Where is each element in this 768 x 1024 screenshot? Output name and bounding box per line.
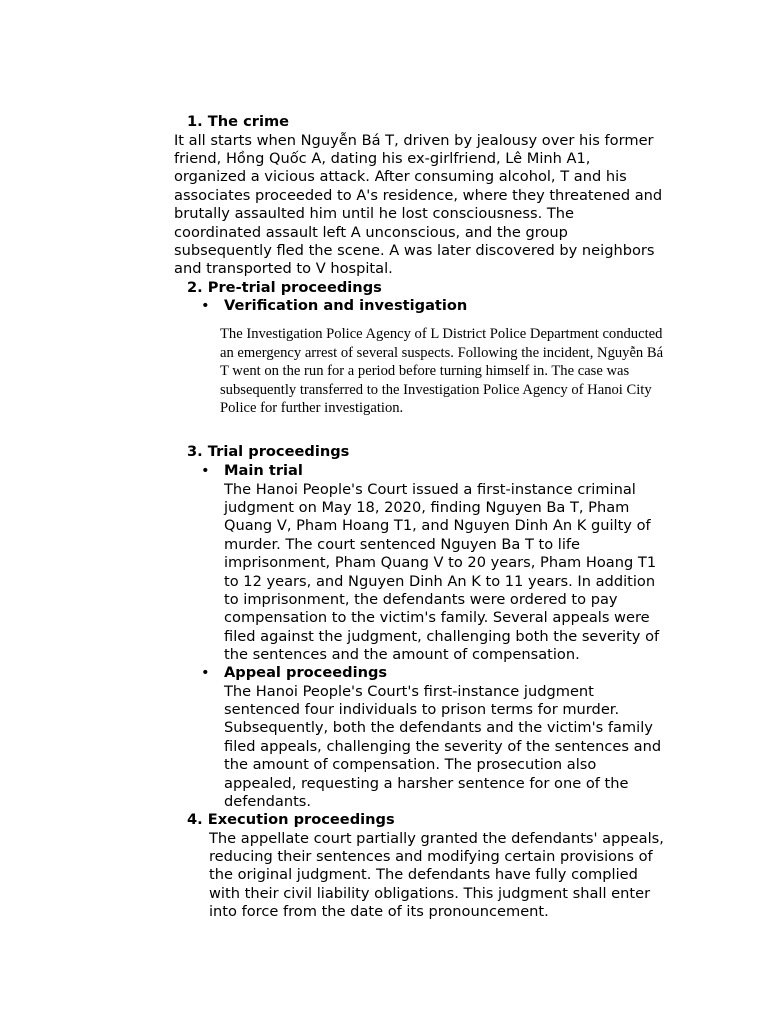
bullet-title-verification: Verification and investigation xyxy=(224,297,468,314)
section-heading-execution: 4. Execution proceedings xyxy=(187,811,395,828)
section-heading-crime: 1. The crime xyxy=(187,113,290,130)
bullet-icon: • xyxy=(201,297,210,314)
paragraph-line: The Hanoi People's Court issued a first-instance criminal xyxy=(224,480,636,498)
bullet-title-appeal: Appeal proceedings xyxy=(224,664,388,681)
bullet-icon: • xyxy=(201,664,210,681)
paragraph-line: filed appeals, challenging the severity of the sentences and xyxy=(224,737,662,755)
paragraph-line: reducing their sentences and modifying certain provisions of xyxy=(209,847,653,865)
bullet-title-main-trial: Main trial xyxy=(224,461,303,479)
paragraph-line: judgment on May 18, 2020, finding Nguyen Ba T, Pham xyxy=(224,498,630,516)
section-heading-pretrial: 2. Pre-trial proceedings xyxy=(187,278,382,296)
paragraph-line: It all starts when Nguyễn Bá T, driven by jealousy over his former xyxy=(174,131,654,149)
section-paragraph-crime xyxy=(174,132,662,279)
paragraph-line: associates proceeded to A's residence, where they threatened and xyxy=(174,186,663,204)
bullet-paragraph-main-trial xyxy=(224,481,659,665)
paragraph-line: organized a vicious attack. After consuming alcohol, T and his xyxy=(174,168,627,186)
paragraph-line: to 12 years, and Nguyen Dinh An K to 11 years. In addition xyxy=(224,572,656,590)
paragraph-line: defendants. xyxy=(224,792,312,810)
paragraph-line: murder. The court sentenced Nguyen Ba T to life xyxy=(224,535,581,553)
paragraph-line: The appellate court partially granted the defendants' appeals, xyxy=(209,829,664,847)
bullet-paragraph-appeal xyxy=(224,683,661,812)
section-heading-trial: 3. Trial proceedings xyxy=(187,443,350,460)
paragraph-line: and transported to V hospital. xyxy=(174,260,393,278)
paragraph-line: the sentences and the amount of compensation. xyxy=(224,646,580,664)
bullet-icon: • xyxy=(201,461,210,479)
paragraph-line: sentenced four individuals to prison terms for murder. xyxy=(224,700,620,718)
paragraph-line: Subsequently, both the defendants and the victim's family xyxy=(224,719,653,737)
paragraph-line: The Investigation Police Agency of L District Police Department conducted xyxy=(220,326,663,342)
paragraph-line: appealed, requesting a harsher sentence for one of the xyxy=(224,774,629,792)
paragraph-line: into force from the date of its pronouncement. xyxy=(209,903,549,921)
paragraph-line: brutally assaulted him until he lost consciousness. The xyxy=(174,205,575,223)
bullet-paragraph-verification xyxy=(220,325,663,418)
paragraph-line: an emergency arrest of several suspects. Following the incident, Nguyễn Bá xyxy=(220,344,664,361)
paragraph-line: filed against the judgment, challenging both the severity of xyxy=(224,627,660,645)
paragraph-line: with their civil liability obligations. This judgment shall enter xyxy=(209,884,651,902)
paragraph-line: the amount of compensation. The prosecution also xyxy=(224,756,597,774)
paragraph-line: compensation to the victim's family. Several appeals were xyxy=(224,609,650,627)
paragraph-line: The Hanoi People's Court's first-instance judgment xyxy=(224,682,594,700)
section-paragraph-execution xyxy=(209,830,664,922)
paragraph-line: Quang V, Pham Hoang T1, and Nguyen Dinh An K guilty of xyxy=(224,517,651,535)
paragraph-line: coordinated assault left A unconscious, and the group xyxy=(174,223,568,241)
paragraph-line: subsequently fled the scene. A was later discovered by neighbors xyxy=(174,241,655,259)
paragraph-line: friend, Hồng Quốc A, dating his ex-girlfriend, Lê Minh A1, xyxy=(174,149,591,167)
paragraph-line: Police for further investigation. xyxy=(220,400,404,416)
paragraph-line: imprisonment, Pham Quang V to 20 years, Pham Hoang T1 xyxy=(224,554,657,572)
paragraph-line: to imprisonment, the defendants were ordered to pay xyxy=(224,590,618,608)
paragraph-line: T went on the run for a period before turning himself in. The case was xyxy=(220,363,630,379)
paragraph-line: the original judgment. The defendants have fully complied xyxy=(209,866,638,884)
paragraph-line: subsequently transferred to the Investigation Police Agency of Hanoi City xyxy=(220,381,652,398)
